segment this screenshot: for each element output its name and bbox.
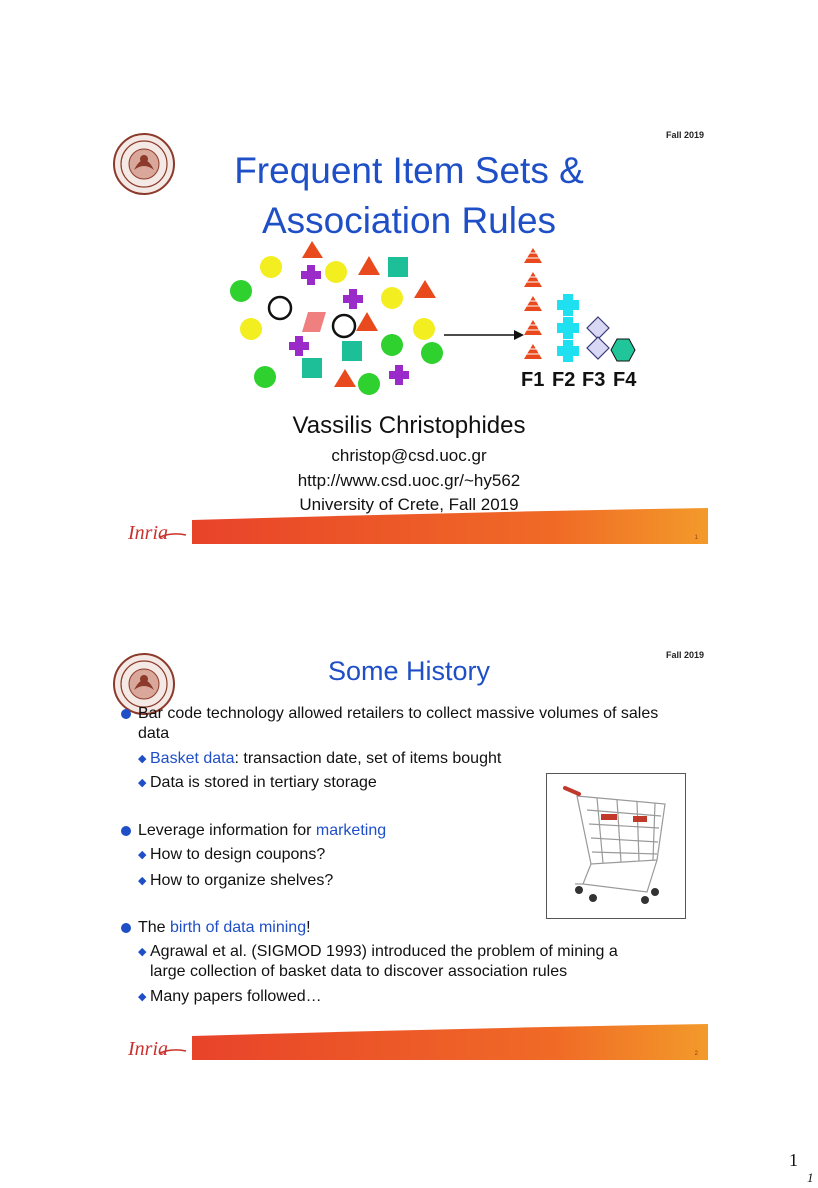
title-line-2: Association Rules (261, 200, 557, 241)
sub-bullet-text-cont: large collection of basket data to discover association rules (150, 963, 568, 980)
sub-bullet-text: How to design coupons? (150, 846, 326, 863)
bullet-text: Bar code technology allowed retailers to collect massive volumes of sales (138, 705, 659, 722)
bullet-dot-icon (121, 709, 131, 719)
page-number: 1 (789, 1150, 798, 1170)
highlight-term: birth of data mining (170, 919, 307, 936)
slide-footer-banner (110, 508, 708, 544)
sub-bullet-papers (138, 987, 670, 1007)
diamond-bullet-icon: ◆ (138, 849, 147, 861)
figure-label-f2: F2 (552, 369, 576, 391)
sub-bullet-coupons (138, 845, 670, 865)
diamond-bullet-icon: ◆ (138, 875, 147, 887)
course-url: http://www.csd.uoc.gr/~hy562 (297, 471, 521, 490)
bullet-text-end: ! (306, 919, 311, 936)
sub-bullet-text: Many papers followed… (150, 988, 322, 1005)
title-line-1: Frequent Item Sets & (234, 150, 584, 191)
affiliation: University of Crete, Fall 2019 (299, 495, 519, 514)
inria-logo: Inria (128, 522, 168, 544)
sub-bullet-text: : transaction date, set of items bought (234, 750, 502, 767)
diamond-bullet-icon: ◆ (138, 777, 147, 789)
bullet-dot-icon (121, 826, 131, 836)
figure-label-f3: F3 (582, 369, 606, 391)
page-number-italic: 1 (807, 1170, 814, 1185)
figure-label-f4: F4 (613, 369, 637, 391)
semester-label: Fall 2019 (665, 130, 704, 140)
diamond-bullet-icon: ◆ (138, 753, 147, 765)
slide-page-number: 2 (694, 1051, 698, 1057)
author-email: christop@csd.uoc.gr (331, 446, 487, 465)
slide-title: Some History (327, 656, 491, 686)
bullet-data-mining (138, 918, 698, 938)
highlight-term: marketing (315, 822, 387, 839)
slide-page-number: 1 (694, 535, 698, 541)
slide-title (170, 146, 648, 246)
bullet-marketing (138, 821, 698, 841)
diamond-bullet-icon: ◆ (138, 946, 147, 958)
author-name: Vassilis Christophides (292, 412, 526, 439)
sub-bullet-agrawal (138, 942, 670, 982)
bullet-barcode (138, 704, 698, 744)
diamond-bullet-icon: ◆ (138, 991, 147, 1003)
bullet-text-cont: data (138, 725, 170, 742)
inria-logo: Inria (128, 1038, 168, 1060)
slide-1 (110, 120, 708, 544)
university-seal-icon (112, 132, 176, 196)
sub-bullet-basket-data (138, 749, 670, 769)
sub-bullet-shelves (138, 871, 670, 891)
itemsets-illustration (222, 238, 642, 398)
bullet-text: Leverage information for (138, 822, 316, 839)
bullet-dot-icon (121, 923, 131, 933)
sub-bullet-text: How to organize shelves? (150, 872, 334, 889)
figure-label-f1: F1 (521, 369, 545, 391)
sub-bullet-text: Data is stored in tertiary storage (150, 774, 377, 791)
slide-footer-banner (110, 1024, 708, 1060)
semester-label: Fall 2019 (665, 650, 704, 660)
slide-2 (110, 640, 708, 1060)
bullet-text: The (138, 919, 171, 936)
sub-bullet-text: Agrawal et al. (SIGMOD 1993) introduced the problem of mining a (150, 943, 618, 960)
highlight-term: Basket data (150, 750, 235, 767)
